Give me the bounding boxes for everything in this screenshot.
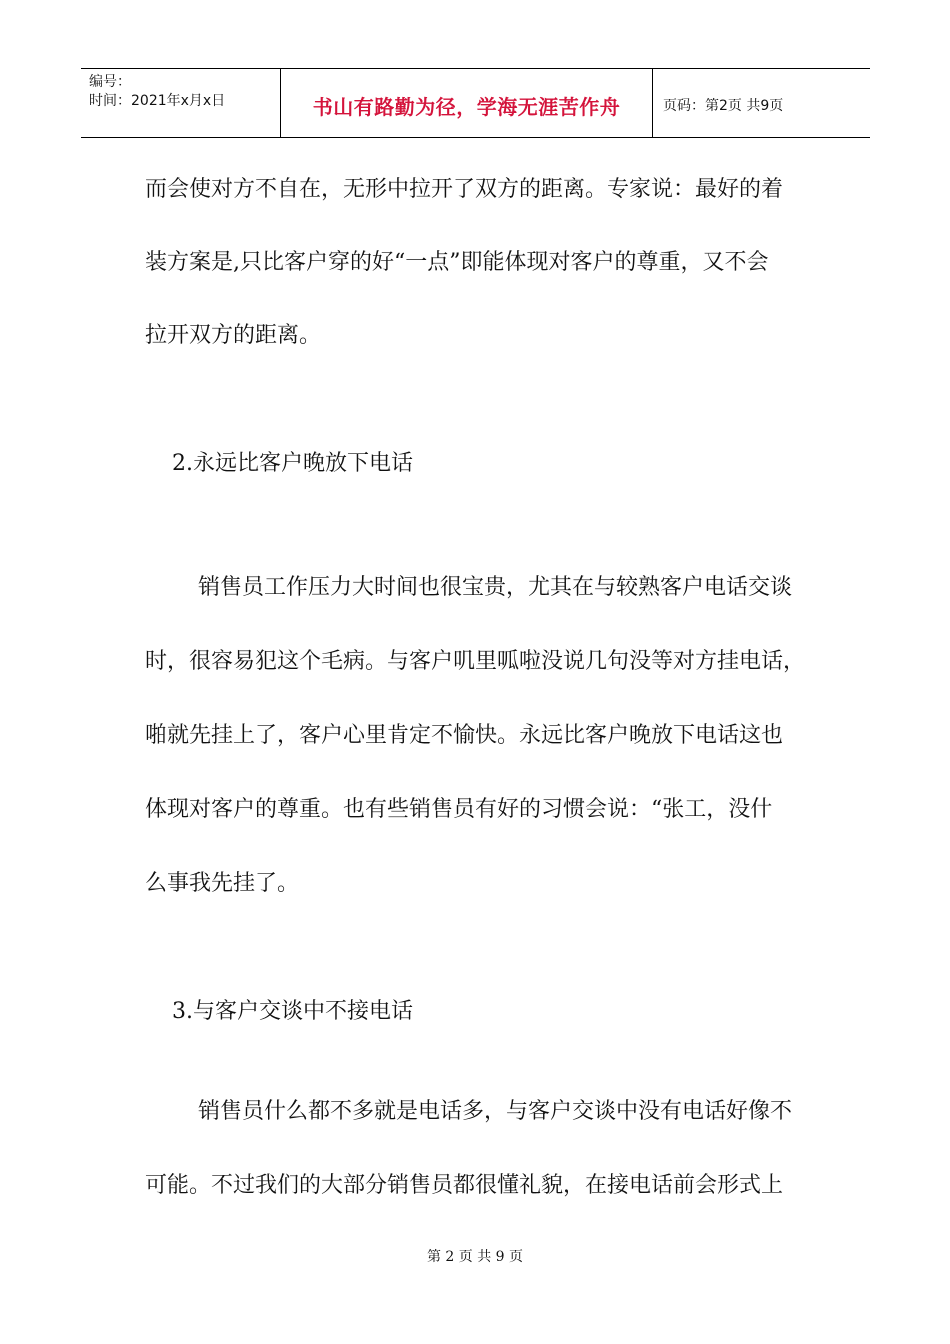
body-line: 拉开双方的距离。 xyxy=(145,323,322,348)
body-line: 么事我先挂了。 xyxy=(145,871,300,896)
header-page-info: 页码：第2页 共9页 xyxy=(663,98,784,114)
body-line: 装方案是,只比客户穿的好“一点”即能体现对客户的尊重，又不会 xyxy=(145,250,769,275)
body-line: 体现对客户的尊重。也有些销售员有好的习惯会说：“张工，没什 xyxy=(145,797,773,822)
header-meta xyxy=(81,69,281,137)
body-line: 可能。不过我们的大部分销售员都很懂礼貌，在接电话前会形式上 xyxy=(145,1173,784,1198)
body-line: 销售员工作压力大时间也很宝贵，尤其在与较熟客户电话交谈 xyxy=(198,575,793,600)
body-line: 时，很容易犯这个毛病。与客户叽里呱啦没说几句没等对方挂电话， xyxy=(145,649,806,674)
body-line: 而会使对方不自在，无形中拉开了双方的距离。专家说：最好的着 xyxy=(145,177,784,202)
page-header xyxy=(81,68,870,138)
section-heading: 3.与客户交谈中不接电话 xyxy=(172,999,413,1024)
page-footer: 第 2 页 共 9 页 xyxy=(426,1249,524,1265)
section-heading: 2.永远比客户晚放下电话 xyxy=(172,451,413,476)
body-line: 啪就先挂上了，客户心里肯定不愉快。永远比客户晚放下电话这也 xyxy=(145,723,784,748)
document-number: 编号： xyxy=(89,74,131,90)
header-motto: 书山有路勤为径，学海无涯苦作舟 xyxy=(281,69,653,137)
body-line: 销售员什么都不多就是电话多，与客户交谈中没有电话好像不 xyxy=(198,1099,793,1124)
document-date: 时间：2021年x月x日 xyxy=(89,93,226,109)
